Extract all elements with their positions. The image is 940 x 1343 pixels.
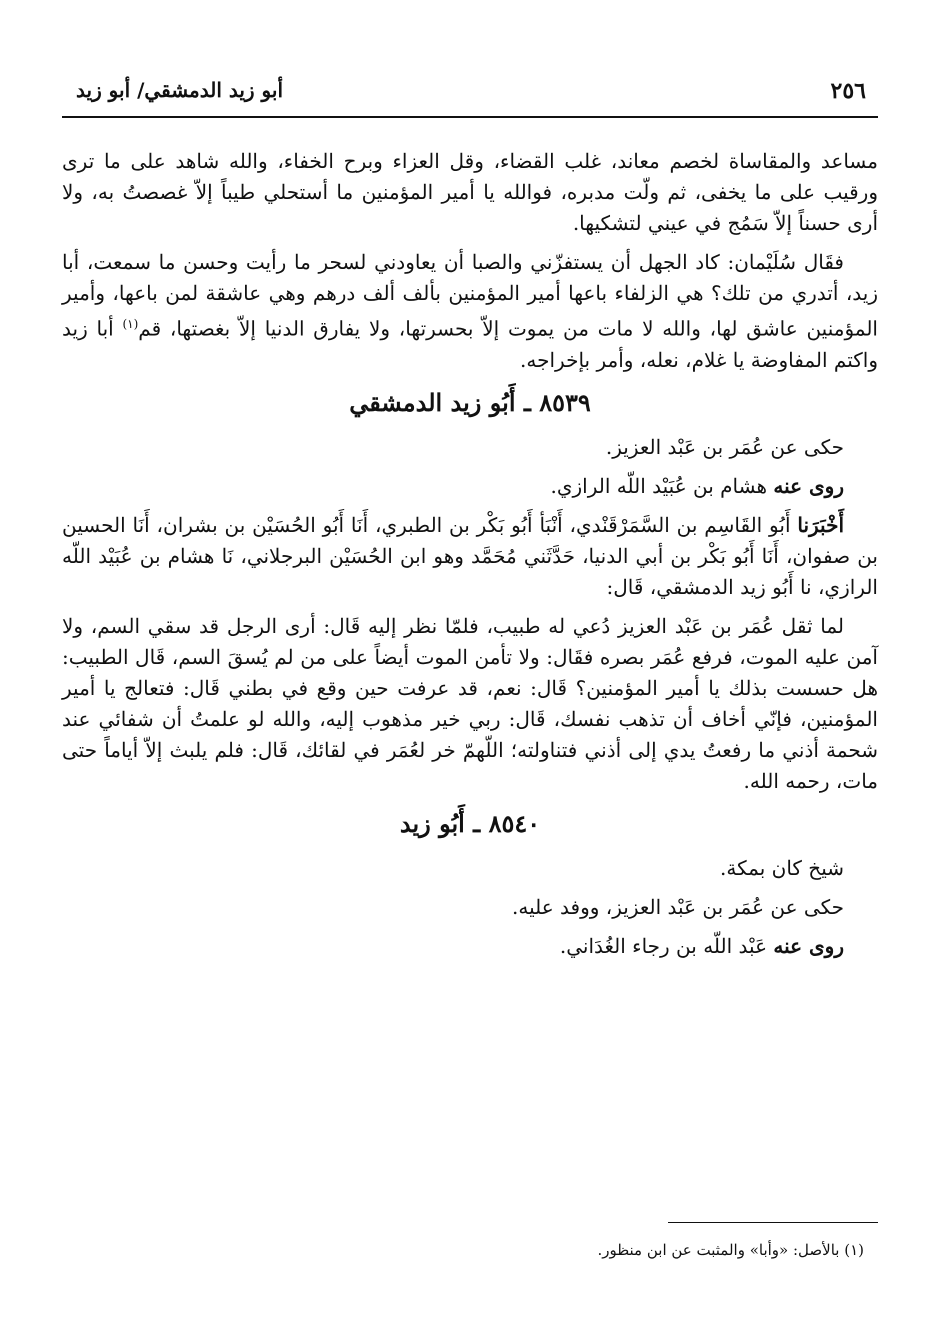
footnote: (١) بالأصل: «وأبا» والمثبت عن ابن منظور. xyxy=(597,1241,864,1259)
running-title: أبو زيد الدمشقي/ أبو زيد xyxy=(76,78,284,102)
paragraph-text-end: أبا زيد واكتم المفاوضة يا غلام، نعله، وأمر بإخراجه. xyxy=(62,316,878,372)
entry-title-8540: ٨٥٤٠ ـ أَبُو زيد xyxy=(399,808,541,838)
page-body xyxy=(62,146,878,970)
narrator-name: عَبْد اللّه بن رجاء الغُدَاني. xyxy=(559,933,774,958)
entry-8539-narrator xyxy=(62,471,878,502)
narrator-lead: روى عنه xyxy=(773,473,844,498)
footnote-ref[interactable]: (١) xyxy=(122,317,139,331)
paragraph-sulayman xyxy=(62,247,878,376)
page-number: ٢٥٦ xyxy=(830,78,866,104)
entry-8540-line1: شيخ كان بمكة. xyxy=(720,855,844,880)
entry-8539-line: حكى عن عُمَر بن عَبْد العزيز. xyxy=(605,434,844,459)
running-header xyxy=(62,70,878,118)
narrator-name: هشام بن عُبَيْد اللّه الرازي. xyxy=(550,473,774,498)
isnad-paragraph xyxy=(62,510,878,603)
isnad-lead: أَخْبَرَنا xyxy=(797,512,844,537)
entry-8540-line2: حكى عن عُمَر بن عَبْد العزيز، ووفد عليه. xyxy=(512,894,844,919)
story-paragraph: لما ثقل عُمَر بن عَبْد العزيز دُعي له طبيب، فلمّا نظر إليه قَال: أرى الرجل قد سقي السم، ولا آمن عليه الموت، فرفع عُمَر بصره فقَال: ولا تأمن الموت أيضاً على من لم يُسقَ السم، قَال الطبيب: هل حسست بذلك يا أمير المؤمنين؟ قَال: نعم، قد عرفت حين وقع في بطني قَال: فتعالج يا أمير المؤمنين، فإنّي أخاف أن تذهب نفسك، قَال: ربي خير مذهوب إليه، والله لو علمتُ أن شفائي عند شحمة أذني ما رفعتُ يدي إلى أذني فتناولته؛ اللّهمّ خر لعُمَر في لقائك، قَال: فلم يلبث إلاّ أياماً حتى مات، رحمه الله. xyxy=(62,613,878,793)
paragraph-continuation: مساعد والمقاساة لخصم معاند، غلب القضاء، وقل العزاء وبرح الخفاء، والله شاهد على ما ترى ورقيب على ما يخفى، ثم ولّت مدبره، فوالله يا أمير المؤمنين ما أستحلي طيباً إلاّ غصصتُ به، ولا أرى حسناً إلاّ سَمُج في عيني لتشكيها. xyxy=(62,149,878,235)
isnad-text: أَبُو القَاسِم بن السَّمَرْقَنْدي، أَنْبَأ أَبُو بَكْر بن الطبري، أَنَا أَبُو الحُسَيْن بن بشران، أَنَا الحسين بن صفوان، أَنَا أَبُو بَكْر بن أبي الدنيا، حَدَّثَني مُحَمَّد وهو ابن الحُسَيْن البرجلاني، نَا هشام بن عُبَيْد اللّه الرازي، نا أَبُو زيد الدمشقي، قَال: xyxy=(62,512,878,599)
footnote-divider xyxy=(668,1222,878,1223)
entry-title-8539: ٨٥٣٩ ـ أَبُو زيد الدمشقي xyxy=(349,387,591,417)
entry-8540-narrator xyxy=(62,931,878,962)
narrator-lead: روى عنه xyxy=(773,933,844,958)
paragraph-text: فقَال سُلَيْمان: كاد الجهل أن يستفزّني والصبا أن يعاودني لسحر ما رأيت وحسن ما سمعت، أبا زيد، أتدري من تلك؟ هي الزلفاء باعها أمير المؤمنين بألف ألف درهم وهي عاشقة لمن باعها، وأمير المؤمنين عاشق لها، والله لا مات من يموت إلاّ بحسرتها، ولا يفارق الدنيا إلاّ بغصتها، قم xyxy=(62,250,878,341)
